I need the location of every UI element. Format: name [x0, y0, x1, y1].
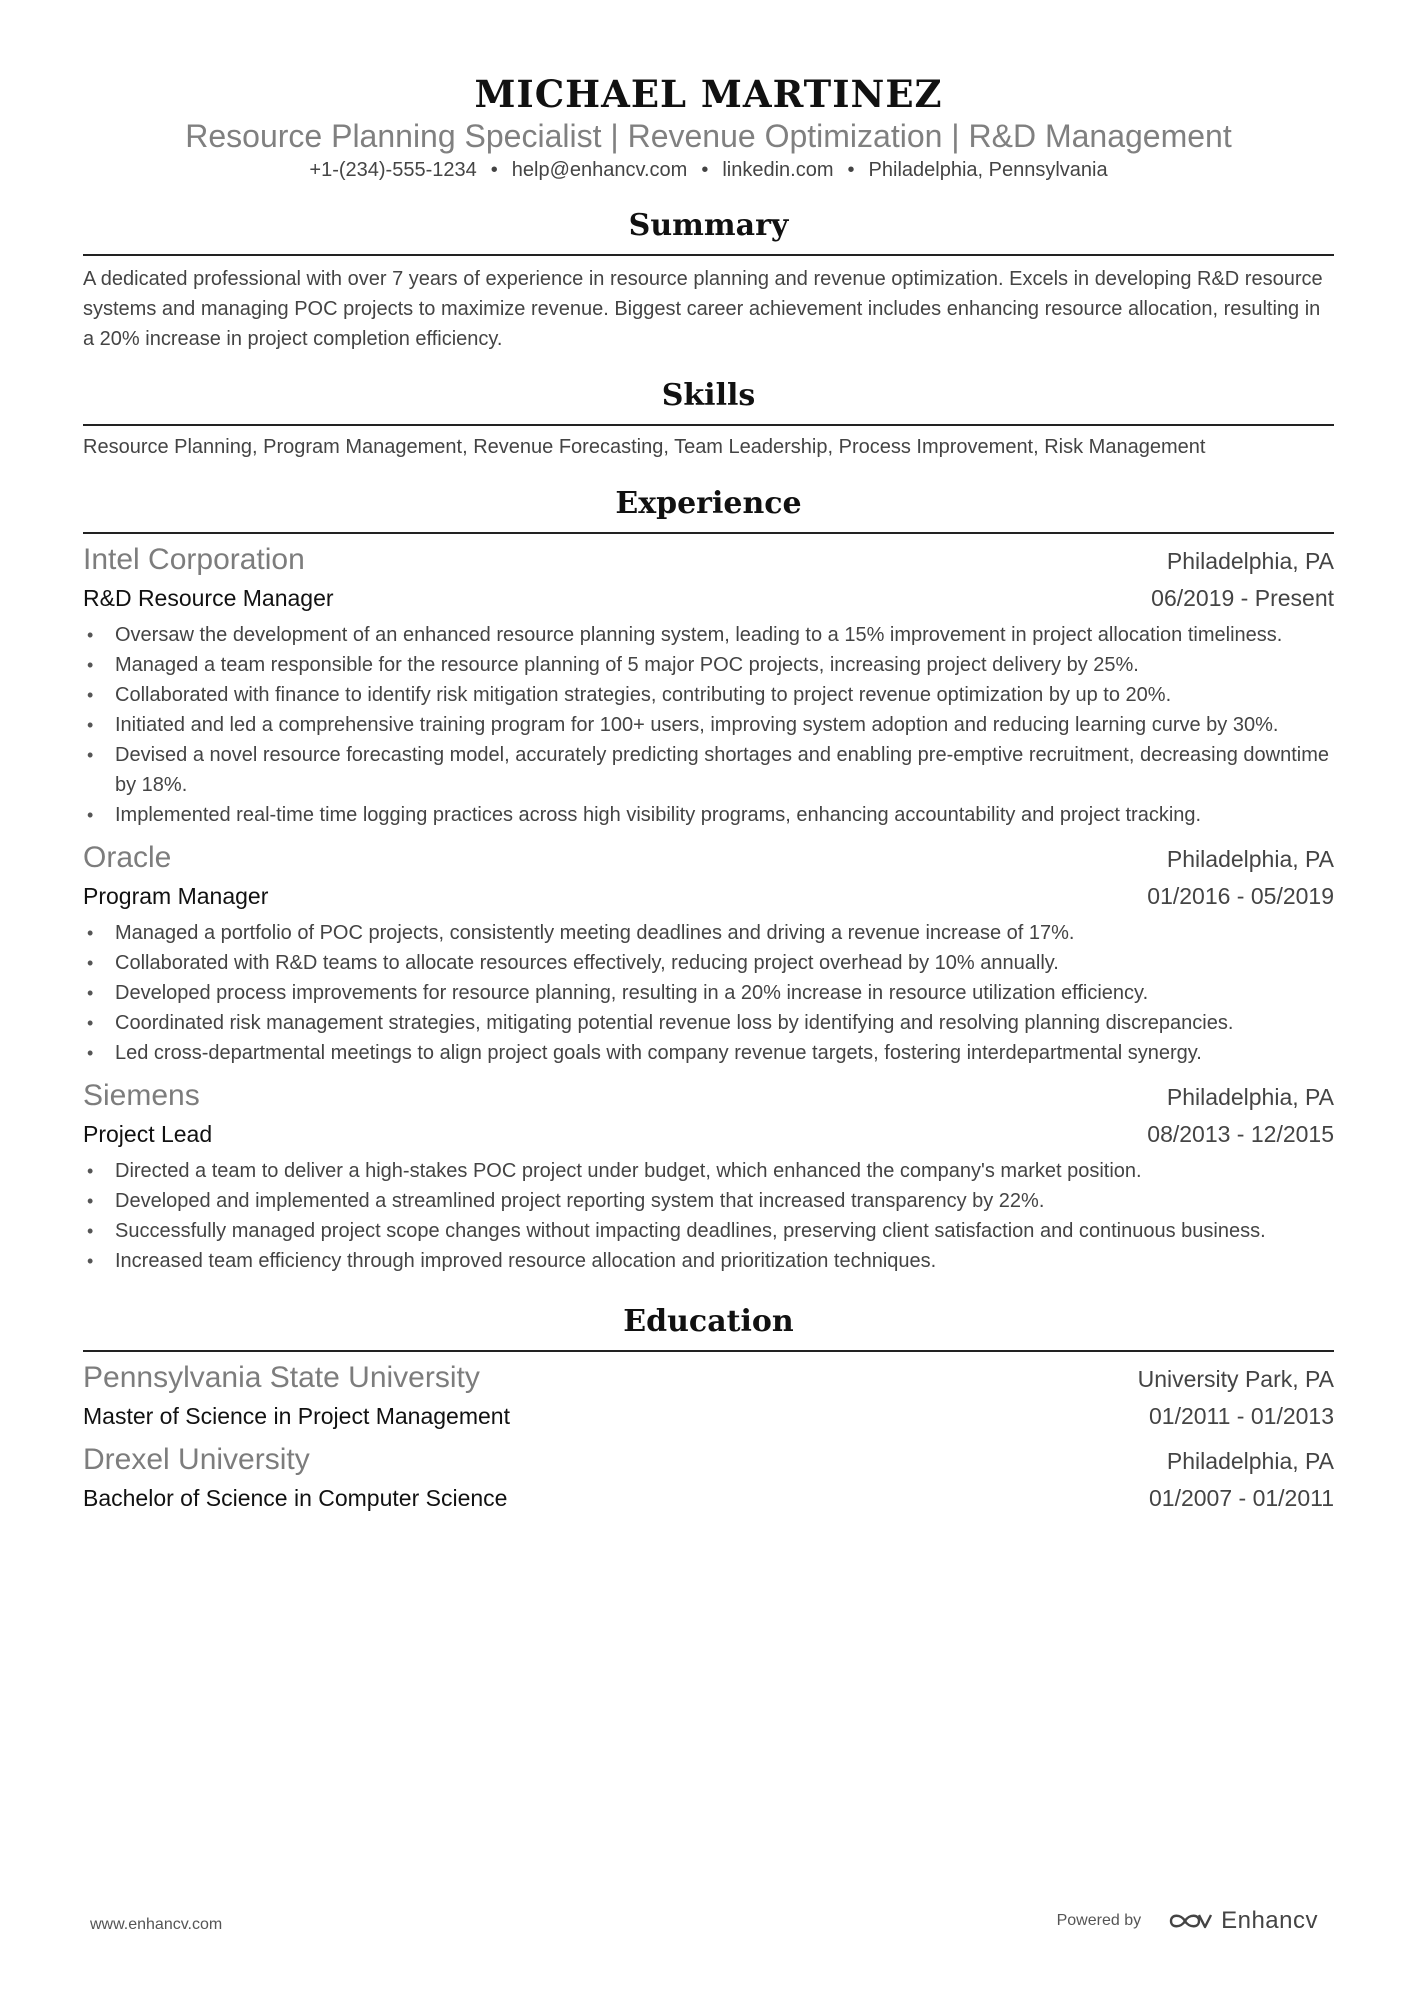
brand-name: Enhancv: [1221, 1907, 1318, 1934]
section-title-experience: Experience: [615, 486, 802, 521]
education-dates: 01/2011 - 01/2013: [1148, 1403, 1334, 1429]
job-location: Philadelphia, PA: [1166, 548, 1334, 574]
list-item: • Oversaw the development of an enhanced resource planning system, leading to a 15% improvement in project allocation timeliness.: [83, 620, 1334, 650]
job-title: Project Lead: [83, 1121, 213, 1147]
list-item: • Collaborated with finance to identify risk mitigation strategies, contributing to project revenue optimization by up to 20%.: [83, 680, 1334, 710]
email[interactable]: help@enhancv.com: [511, 159, 688, 181]
experience-entry: [83, 838, 1334, 1068]
footer-website-link[interactable]: www.enhancv.com: [90, 1916, 223, 1933]
job-dates: 01/2016 - 05/2019: [1147, 883, 1334, 909]
list-item: • Successfully managed project scope changes without impacting deadlines, preserving client satisfaction and continuous business.: [83, 1216, 1334, 1246]
list-item: • Developed process improvements for resource planning, resulting in a 20% increase in resource utilization efficiency.: [83, 978, 1334, 1008]
section-divider: [83, 532, 1334, 534]
company-name: Oracle: [83, 841, 172, 874]
education-dates: 01/2007 - 01/2011: [1148, 1485, 1334, 1511]
experience-entry: [83, 1076, 1334, 1276]
skills-text: Resource Planning, Program Management, Revenue Forecasting, Team Leadership, Process Improvement, Risk Management: [83, 436, 1206, 458]
education-section: [83, 1302, 1334, 1516]
section-divider: [83, 1350, 1334, 1352]
job-title: R&D Resource Manager: [83, 585, 334, 611]
separator-dot: •: [490, 159, 498, 181]
list-item: • Managed a team responsible for the resource planning of 5 major POC projects, increasing project delivery by 25%.: [83, 650, 1334, 680]
job-title: Program Manager: [83, 883, 269, 909]
degree: Bachelor of Science in Computer Science: [83, 1485, 508, 1511]
list-item: • Collaborated with R&D teams to allocate resources effectively, reducing project overhead by 10% annually.: [83, 948, 1334, 978]
list-item: • Implemented real-time time logging practices across high visibility programs, enhancing accountability and project tracking.: [83, 800, 1334, 830]
company-name: Siemens: [83, 1079, 200, 1112]
resume-page: [83, 0, 1334, 1516]
school-location: Philadelphia, PA: [1166, 1448, 1334, 1474]
section-title-education: Education: [623, 1304, 794, 1339]
education-entry: [83, 1358, 1334, 1434]
job-bullets: [83, 1156, 1334, 1276]
section-title-summary: Summary: [628, 208, 789, 243]
education-entry: [83, 1440, 1334, 1516]
list-item: • Led cross-departmental meetings to align project goals with company revenue targets, fostering interdepartmental synergy.: [83, 1038, 1334, 1068]
job-location: Philadelphia, PA: [1166, 846, 1334, 872]
list-item: • Developed and implemented a streamlined project reporting system that increased transparency by 22%.: [83, 1186, 1334, 1216]
enhancv-logo-icon: [1167, 1909, 1213, 1933]
list-item: • Initiated and led a comprehensive training program for 100+ users, improving system adoption and reducing learning curve by 30%.: [83, 710, 1334, 740]
school-name: Drexel University: [83, 1443, 310, 1476]
job-dates: 08/2013 - 12/2015: [1147, 1121, 1334, 1147]
school-location: University Park, PA: [1137, 1366, 1334, 1392]
job-bullets: [83, 620, 1334, 830]
summary-text: A dedicated professional with over 7 years of experience in resource planning and revenue optimization. Excels in developing R&D resource systems and managing POC projects to maximize revenue. Biggest career achievement includes enhancing resource allocation, resulting in a 20% increase in project completion efficiency.: [83, 268, 1323, 350]
skills-section: [83, 376, 1334, 462]
job-dates: 06/2019 - Present: [1151, 585, 1334, 611]
school-name: Pennsylvania State University: [83, 1361, 480, 1394]
section-title-skills: Skills: [661, 378, 756, 413]
phone[interactable]: +1-(234)-555-1234: [309, 159, 477, 181]
job-bullets: [83, 918, 1334, 1068]
candidate-name: MICHAEL MARTINEZ: [474, 72, 943, 116]
list-item: • Managed a portfolio of POC projects, consistently meeting deadlines and driving a revenue increase of 17%.: [83, 918, 1334, 948]
list-item: • Increased team efficiency through improved resource allocation and prioritization techniques.: [83, 1246, 1334, 1276]
list-item: • Coordinated risk management strategies, mitigating potential revenue loss by identifying and resolving planning discrepancies.: [83, 1008, 1334, 1038]
linkedin-link[interactable]: linkedin.com: [722, 159, 834, 181]
company-name: Intel Corporation: [83, 543, 305, 576]
job-location: Philadelphia, PA: [1166, 1084, 1334, 1110]
list-item: • Directed a team to deliver a high-stakes POC project under budget, which enhanced the company's market position.: [83, 1156, 1334, 1186]
powered-by-label: Powered by: [1056, 1912, 1142, 1929]
footer-powered-by[interactable]: [1057, 1907, 1318, 1935]
location: Philadelphia, Pennsylvania: [868, 159, 1108, 181]
list-item: • Devised a novel resource forecasting model, accurately predicting shortages and enabling pre-emptive recruitment, decreasing downtime by 18%.: [83, 740, 1334, 800]
summary-section: [83, 206, 1334, 354]
separator-dot: •: [847, 159, 855, 181]
headline: Resource Planning Specialist | Revenue Optimization | R&D Management: [185, 118, 1232, 154]
experience-section: [83, 484, 1334, 1276]
degree: Master of Science in Project Management: [83, 1403, 510, 1429]
experience-entry: [83, 540, 1334, 830]
separator-dot: •: [701, 159, 709, 181]
contact-line: [83, 156, 1334, 184]
section-divider: [83, 254, 1334, 256]
section-divider: [83, 424, 1334, 426]
